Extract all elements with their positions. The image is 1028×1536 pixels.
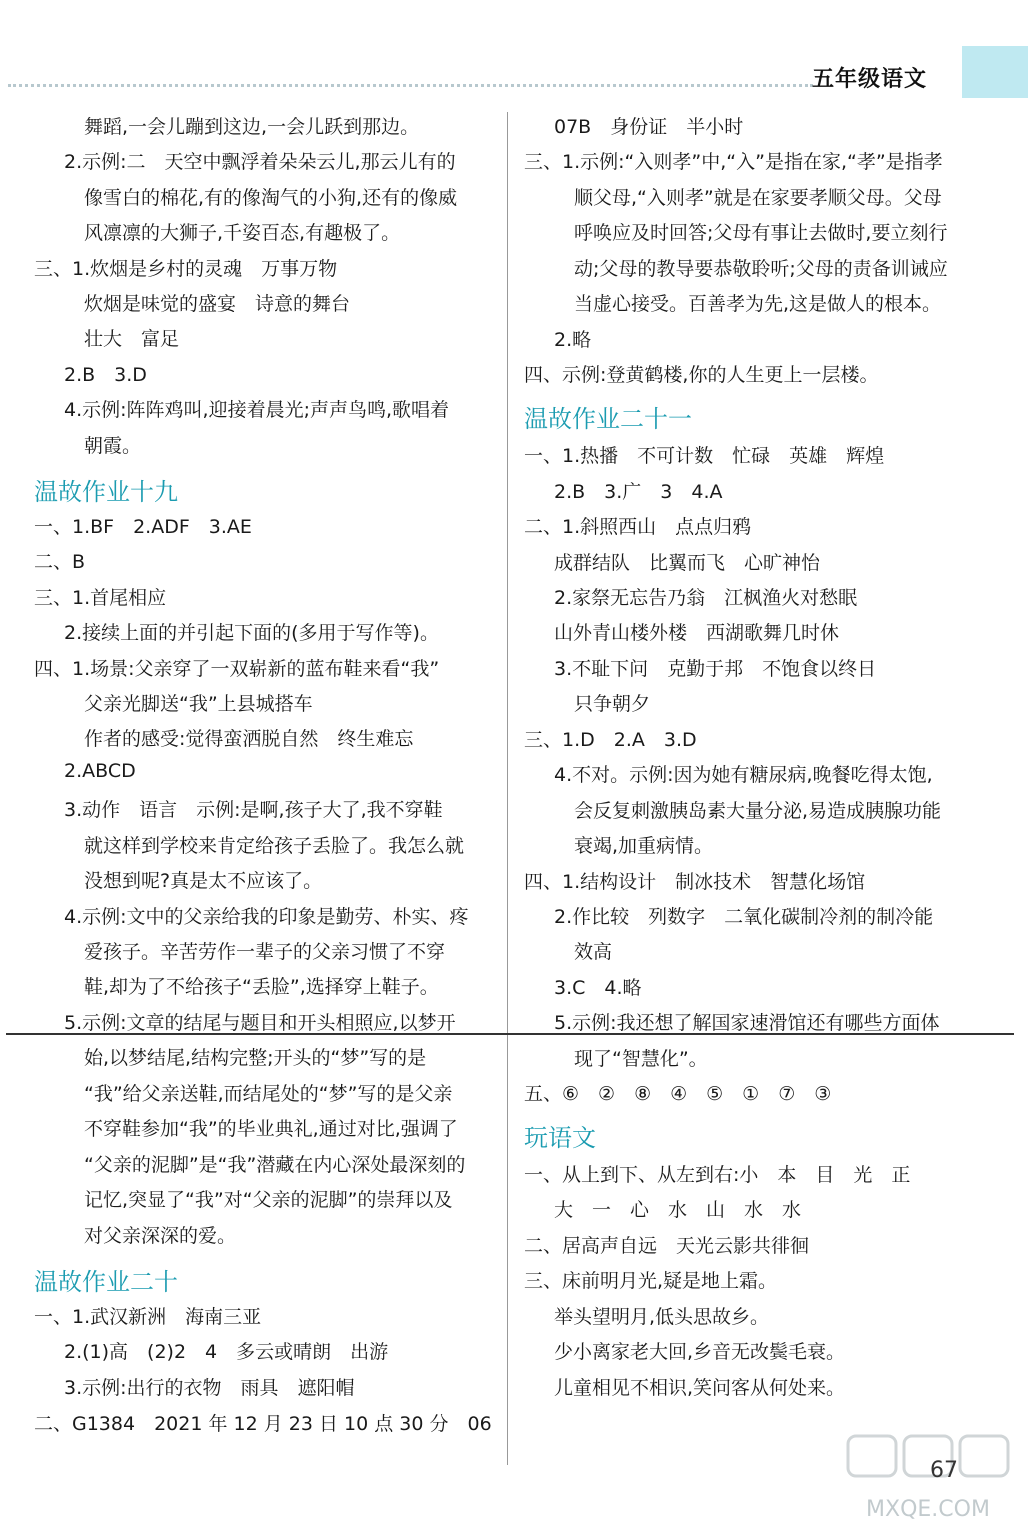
- answer-line: 不穿鞋参加“我”的毕业典礼,通过对比,强调了: [84, 1118, 458, 1140]
- answer-line: 始,以梦结尾,结构完整;开头的“梦”写的是: [84, 1047, 427, 1069]
- answer-line: 动;父母的教导要恭敬聆听;父母的责备训诫应: [574, 258, 948, 280]
- answer-line: 作者的感受:觉得蛮洒脱自然 终生难忘: [84, 728, 414, 750]
- answer-line: 二、1.斜照西山 点点归鸦: [524, 516, 752, 538]
- answer-line: 四、1.结构设计 制冰技术 智慧化场馆: [524, 871, 866, 893]
- answer-line: 2.B 3.广 3 4.A: [554, 481, 723, 503]
- answer-line: 当虚心接受。百善孝为先,这是做人的根本。: [574, 293, 942, 315]
- answer-line: 像雪白的棉花,有的像淘气的小狗,还有的像威: [84, 187, 458, 209]
- answer-line: 效高: [574, 941, 613, 963]
- answer-line: 成群结队 比翼而飞 心旷神怡: [554, 552, 821, 574]
- answer-line: 3.动作 语言 示例:是啊,孩子大了,我不穿鞋: [64, 799, 443, 821]
- answer-line: 2.略: [554, 329, 592, 351]
- answer-line: 2.示例:二 天空中飘浮着朵朵云儿,那云儿有的: [64, 151, 456, 173]
- answer-line: 四、示例:登黄鹤楼,你的人生更上一层楼。: [524, 364, 879, 386]
- answer-line: 三、1.首尾相应: [34, 587, 167, 609]
- answer-line: 4.示例:文中的父亲给我的印象是勤劳、朴实、疼: [64, 906, 469, 928]
- answer-line: 一、从上到下、从左到右:小 本 目 光 正: [524, 1164, 911, 1186]
- answer-line: 2.作比较 列数字 二氧化碳制冷剂的制冷能: [554, 906, 934, 928]
- answer-line: 儿童相见不相识,笑问客从何处来。: [554, 1377, 846, 1399]
- answer-line: 现了“智慧化”。: [574, 1048, 708, 1070]
- answer-line: “父亲的泥脚”是“我”潜藏在内心深处最深刻的: [84, 1154, 466, 1176]
- answer-line: 少小离家老大回,乡音无改鬓毛衰。: [554, 1341, 846, 1363]
- answer-line: 呼唤应及时回答;父母有事让去做时,要立刻行: [574, 222, 948, 244]
- answer-line: 山外青山楼外楼 西湖歌舞几时休: [554, 622, 840, 644]
- answer-line: 二、G1384 2021 年 12 月 23 日 10 点 30 分 06: [34, 1413, 492, 1435]
- answer-line: 2.(1)高 (2)2 4 多云或晴朗 出游: [64, 1341, 389, 1363]
- column-divider-top: [507, 112, 508, 1034]
- answer-line: 没想到呢?真是太不应该了。: [84, 870, 323, 892]
- answer-line: 3.不耻下问 克勤于邦 不饱食以终日: [554, 658, 877, 680]
- answer-line: 对父亲深深的爱。: [84, 1225, 237, 1247]
- answer-line: 2.ABCD: [64, 760, 136, 782]
- answer-line: 三、1.炊烟是乡村的灵魂 万事万物: [34, 258, 338, 280]
- answer-line: 4.不对。示例:因为她有糖尿病,晚餐吃得太饱,: [554, 764, 933, 786]
- answer-line: 顺父母,“入则孝”就是在家要孝顺父母。父母: [574, 187, 942, 209]
- answer-line: 炊烟是味觉的盛宴 诗意的舞台: [84, 293, 351, 315]
- answer-line: 衰竭,加重病情。: [574, 835, 714, 857]
- answer-line: 朝霞。: [84, 435, 142, 457]
- section-heading: 温故作业十九: [34, 478, 178, 506]
- answer-line: 2.接续上面的并引起下面的(多用于写作等)。: [64, 622, 439, 644]
- answer-line: 四、1.场景:父亲穿了一双崭新的蓝布鞋来看“我”: [34, 658, 440, 680]
- answer-line: 二、居高声自远 天光云影共徘徊: [524, 1235, 810, 1257]
- answer-line: 只争朝夕: [574, 693, 651, 715]
- answer-line: 爱孩子。辛苦劳作一辈子的父亲习惯了不穿: [84, 941, 446, 963]
- answer-line: 舞蹈,一会儿蹦到这边,一会儿跃到那边。: [84, 116, 420, 138]
- header-color-tab: [962, 46, 1028, 98]
- svg-text:MXQE.COM: MXQE.COM: [866, 1497, 990, 1522]
- section-heading: 温故作业二十: [34, 1268, 178, 1296]
- answer-line: 五、⑥ ② ⑧ ④ ⑤ ① ⑦ ③: [524, 1083, 832, 1105]
- answer-line: 4.示例:阵阵鸡叫,迎接着晨光;声声鸟鸣,歌唱着: [64, 399, 450, 421]
- answer-line: 2.B 3.D: [64, 364, 147, 386]
- answer-line: 记忆,突显了“我”对“父亲的泥脚”的崇拜以及: [84, 1189, 453, 1211]
- answer-line: 5.示例:我还想了解国家速滑馆还有哪些方面体: [554, 1012, 940, 1034]
- answer-line: 父亲光脚送“我”上县城搭车: [84, 693, 313, 715]
- page-header-title: 五年级语文: [812, 67, 928, 92]
- column-divider-bottom: [507, 1035, 508, 1465]
- answer-line: 三、床前明月光,疑是地上霜。: [524, 1270, 778, 1292]
- answer-line: 07B 身份证 半小时: [554, 116, 744, 138]
- answer-line: 壮大 富足: [84, 328, 180, 350]
- answer-line: 鞋,却为了不给孩子“丢脸”,选择穿上鞋子。: [84, 976, 439, 998]
- answer-line: 2.家祭无忘告乃翁 江枫渔火对愁眠: [554, 587, 858, 609]
- watermark-logo: [838, 1428, 1018, 1528]
- answer-line: 一、1.热播 不可计数 忙碌 英雄 辉煌: [524, 445, 885, 467]
- answer-line: 三、1.示例:“入则孝”中,“入”是指在家,“孝”是指孝: [524, 151, 943, 173]
- page-number: 67: [930, 1458, 958, 1483]
- answer-line: 3.示例:出行的衣物 雨具 遮阳帽: [64, 1377, 355, 1399]
- answer-line: 大 一 心 水 山 水 水: [554, 1199, 802, 1221]
- answer-line: 风凛凛的大狮子,千姿百态,有趣极了。: [84, 222, 401, 244]
- answer-line: 会反复刺激胰岛素大量分泌,易造成胰腺功能: [574, 800, 942, 822]
- answer-line: 一、1.BF 2.ADF 3.AE: [34, 516, 252, 538]
- section-heading: 温故作业二十一: [524, 405, 692, 433]
- answer-line: 举头望明月,低头思故乡。: [554, 1306, 770, 1328]
- answer-line: 三、1.D 2.A 3.D: [524, 729, 697, 751]
- answer-line: “我”给父亲送鞋,而结尾处的“梦”写的是父亲: [84, 1083, 453, 1105]
- answer-line: 就这样到学校来肯定给孩子丢脸了。我怎么就: [84, 835, 465, 857]
- header-dotted-rule: [8, 84, 813, 87]
- section-heading: 玩语文: [524, 1124, 596, 1152]
- answer-line: 二、B: [34, 551, 86, 573]
- answer-line: 3.C 4.略: [554, 977, 642, 999]
- answer-line: 5.示例:文章的结尾与题目和开头相照应,以梦开: [64, 1012, 456, 1034]
- answer-line: 一、1.武汉新洲 海南三亚: [34, 1306, 262, 1328]
